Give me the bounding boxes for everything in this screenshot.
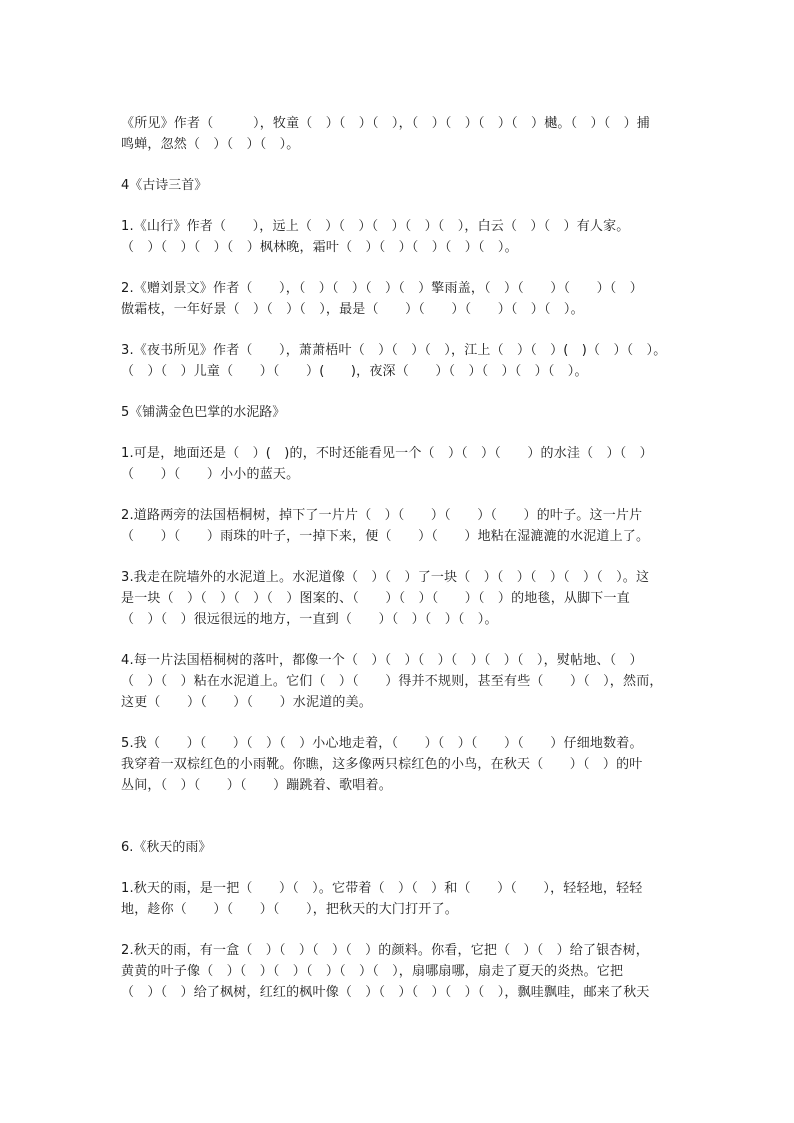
text-line: 3.《夜书所见》作者（ ），萧萧梧叶（ ）（ ）（ ），江上（ ）（ ）( )（ ）（ ）。: [121, 343, 667, 358]
paragraph-shanxing: [121, 216, 681, 258]
text-line: 2.秋天的雨，有一盒（ ）（ ）（ ）（ ）的颜料。你看，它把（ ）（ ）给了银杏树，: [121, 943, 650, 958]
paragraph-zengliujingwen: [121, 278, 681, 320]
text-line: 傲霜枝，一年好景（ ）（ ）（ ），最是（ ）（ ）（ ）（ ）（ ）。: [121, 302, 584, 317]
paragraph-qiutiandeyu-1: [121, 878, 681, 920]
text-line: 5.我（ ）（ ）（ ）（ ）小心地走着，（ ）（ ）（ ）（ ）仔细地数着。: [121, 736, 643, 751]
text-line: （ ）（ ）（ ）（ ）枫林晚，霜叶（ ）（ ）（ ）（ ）（ ）。: [121, 240, 518, 255]
paragraph-yeshusuojian: [121, 340, 681, 382]
section-heading-gushi: 4《古诗三首》: [121, 178, 208, 193]
text-line: 1.秋天的雨，是一把（ ）（ ）。它带着（ ）（ ）和（ ）（ ），轻轻地，轻轻: [121, 881, 643, 896]
paragraph-shuinilu-2: [121, 505, 681, 547]
text-line: （ ）（ ）给了枫树，红红的枫叶像（ ）（ ）（ ）（ ）（ ），飘哇飘哇，邮来了秋天: [121, 985, 650, 1000]
text-line: 这更（ ）（ ）（ ）水泥道的美。: [121, 695, 373, 710]
text-line: （ ）（ ）很远很远的地方，一直到（ ）（ ）（ ）（ ）。: [121, 612, 498, 627]
text-line: 我穿着一双棕红色的小雨靴。你瞧，这多像两只棕红色的小鸟，在秋天（ ）（ ）的叶: [121, 757, 643, 772]
paragraph-shuinilu-1: [121, 443, 681, 485]
text-line: 鸣蝉，忽然（ ）（ ）（ ）。: [121, 137, 300, 152]
paragraph-suojian: [121, 113, 681, 155]
text-line: 1.《山行》作者（ ），远上（ ）（ ）（ ）（ ）（ ），白云（ ）（ ）有人家。: [121, 219, 630, 234]
text-line: 地，趁你（ ）（ ）（ ），把秋天的大门打开了。: [121, 902, 458, 917]
document-page: [121, 113, 681, 1003]
text-line: （ ）（ ）粘在水泥道上。它们（ ）（ ）得并不规则，甚至有些（ ）（ ），然而，: [121, 674, 663, 689]
paragraph-shuinilu-4: [121, 650, 681, 713]
text-line: 《所见》作者（ ），牧童（ ）（ ）（ ），（ ）（ ）（ ）（ ）樾。（ ）（ ）捕: [121, 116, 651, 131]
text-line: （ ）（ ）儿童（ ）（ ）( )，夜深（ ）（ ）（ ）（ ）（ ）。: [121, 364, 588, 379]
text-line: 黄黄的叶子像（ ）（ ）（ ）（ ）（ ）（ ），扇哪扇哪，扇走了夏天的炎热。它把: [121, 964, 624, 979]
paragraph-shuinilu-5: [121, 733, 681, 796]
paragraph-qiutiandeyu-2: [121, 940, 681, 1003]
text-line: 3.我走在院墙外的水泥道上。水泥道像（ ）（ ）了一块（ ）（ ）（ ）（ ）（ ）。这: [121, 570, 650, 585]
text-line: 2.道路两旁的法国梧桐树，掉下了一片片（ ）（ ）（ ）（ ）的叶子。这一片片: [121, 508, 643, 523]
text-line: （ ）（ ）小小的蓝天。: [121, 467, 300, 482]
paragraph-shuinilu-3: [121, 567, 681, 630]
text-line: （ ）（ ）雨珠的叶子，一掉下来，便（ ）（ ）地粘在湿漉漉的水泥道上了。: [121, 529, 650, 544]
section-heading-qiutiandeyu: 6.《秋天的雨》: [121, 840, 212, 855]
text-line: 1.可是，地面还是（ ）( )的，不时还能看见一个（ ）（ ）（ ）的水洼（ ）（ ）: [121, 446, 653, 461]
text-line: 是一块（ ）（ ）（ ）（ ）图案的、（ ）（ ）（ ）（ ）的地毯，从脚下一直: [121, 591, 630, 606]
text-line: 2.《赠刘景文》作者（ ），（ ）（ ）（ ）（ ）擎雨盖，（ ）（ ）（ ）（ ）: [121, 281, 643, 296]
text-line: 丛间，（ ）（ ）（ ）蹦跳着、歌唱着。: [121, 778, 392, 793]
text-line: 4.每一片法国梧桐树的落叶，都像一个（ ）（ ）（ ）（ ）（ ）（ ），熨帖地、（ ）: [121, 653, 643, 668]
section-heading-shuinilu: 5《铺满金色巴掌的水泥路》: [121, 405, 286, 420]
